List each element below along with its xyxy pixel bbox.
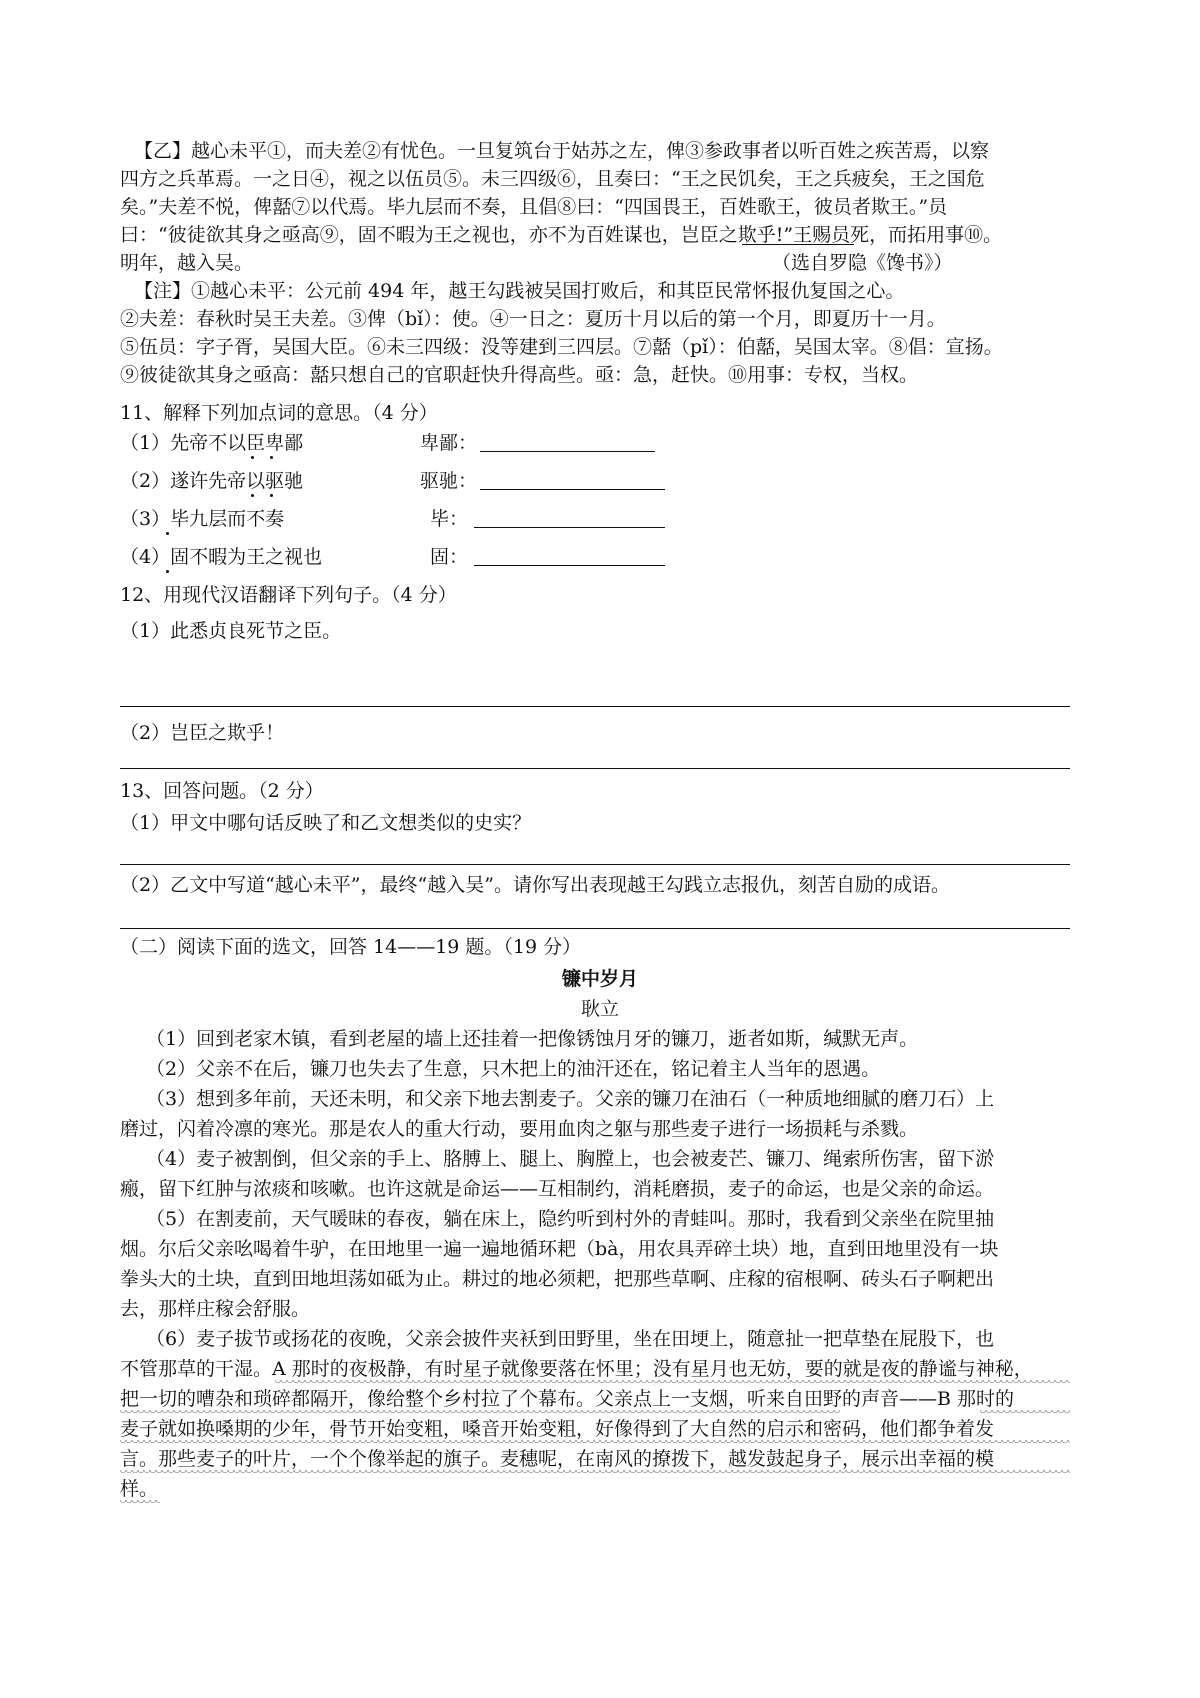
- q11-sentence: （4）固不暇为王之视也: [120, 546, 323, 568]
- essay-line: 去，那样庄稼会舒服。: [120, 1298, 311, 1320]
- passage-source: （选自罗隐《馋书》）: [772, 252, 953, 274]
- question-13-stem: 13、回答问题。（2 分）: [120, 780, 324, 802]
- answer-blank[interactable]: [474, 527, 665, 528]
- answer-blank[interactable]: [474, 565, 665, 566]
- q13-item: （1）甲文中哪句话反映了和乙文想类似的史实？: [120, 812, 532, 834]
- emphasis-dot: [270, 494, 273, 497]
- essay-line: 样。: [120, 1478, 159, 1500]
- q11-sentence: （1）先帝不以臣卑鄙: [120, 432, 304, 454]
- essay-line: 把一切的嘈杂和琐碎都隔开，像给整个乡村拉了个幕布。父亲点上一支烟，听来自田野的声音——B 那时的: [120, 1388, 1015, 1410]
- essay-line: （4）麦子被割倒，但父亲的手上、胳膊上、腿上、胸膛上，也会被麦芒、镰刀、绳索所伤害，留下淤: [146, 1148, 995, 1170]
- q13-item: （2）乙文中写道“越心未平”，最终“越入吴”。请你写出表现越王勾践立志报仇，刻苦自励的成语。: [120, 874, 950, 896]
- answer-line[interactable]: [120, 928, 1070, 929]
- section-2-heading: （二）阅读下面的选文，回答 14——19 题。（19 分）: [120, 936, 582, 958]
- q11-word-label: 固：: [430, 546, 469, 568]
- essay-line: 瘢，留下红肿与浓痰和咳嗽。也许这就是命运——互相制约，消耗磨损，麦子的命运，也是父亲的命运。: [120, 1178, 995, 1200]
- essay-author: 耿立: [580, 998, 619, 1020]
- passage-yi-line: 曰：“彼徒欲其身之亟高⑨，固不暇为王之视也，亦不为百姓谋也，岂臣之欺乎!”王赐员死，而拓用事⑩。: [120, 224, 1003, 246]
- essay-line: 麦子就如换嗓期的少年，骨节开始变粗，嗓音开始变粗，好像得到了大自然的启示和密码，他们都争着发: [120, 1418, 995, 1440]
- q11-sentence: （3）毕九层而不奏: [120, 508, 285, 530]
- emphasis-dot: [166, 532, 169, 535]
- note-line: ②夫差：春秋时吴王夫差。③俾（bǐ）：使。④一日之：夏历十月以后的第一个月，即夏历十一月。: [120, 308, 946, 330]
- q12-item: （2）岂臣之欺乎！: [120, 722, 285, 744]
- wavy-underline: [275, 1380, 1070, 1386]
- passage-yi-line: 矣。”夫差不悦，俾嚭⑦以代焉。毕九层而不奏，且倡⑧曰：“四国畏王，百姓歌王，彼员者欺王。”员: [120, 196, 948, 218]
- emphasis-dot: [270, 456, 273, 459]
- q12-item: （1）此悉贞良死节之臣。: [120, 620, 342, 642]
- wavy-underline: [980, 1410, 1070, 1416]
- wavy-underline: [120, 1410, 840, 1416]
- passage-yi-line: 【乙】越心未平①，而夫差②有忧色。一旦复筑台于姑苏之左，俾③参政事者以听百姓之疾苦焉，以察: [134, 140, 990, 162]
- note-line: ⑨彼徒欲其身之亟高：嚭只想自己的官职赶快升得高些。亟：急，赶快。⑩用事：专权，当权。: [120, 364, 919, 386]
- essay-line: 烟。尔后父亲吆喝着牛驴，在田地里一遍一遍地循环耙（bà，用农具弄碎土块）地，直到田地里没有一块: [120, 1238, 999, 1260]
- essay-line: （3）想到多年前，天还未明，和父亲下地去割麦子。父亲的镰刀在油石（一种质地细腻的磨刀石）上: [146, 1088, 995, 1110]
- wavy-underline: [120, 1500, 160, 1506]
- q11-word-label: 毕：: [430, 508, 469, 530]
- emphasis-dot: [251, 494, 254, 497]
- essay-line: （5）在割麦前，天气暖昧的春夜，躺在床上，隐约听到村外的青蛙叫。那时，我看到父亲坐在院里抽: [146, 1208, 995, 1230]
- passage-yi-line: 明年，越入吴。: [120, 252, 254, 274]
- essay-title: 镰中岁月: [561, 968, 638, 990]
- essay-line: （6）麦子拔节或扬花的夜晚，父亲会披件夹袄到田野里，坐在田埂上，随意扯一把草垫在屁股下，也: [146, 1328, 995, 1350]
- essay-line: 拳头大的土块，直到田地坦荡如砥为止。耕过的地必须耙，把那些草啊、庄稼的宿根啊、砖头石子啊耙出: [120, 1268, 995, 1290]
- emphasis-dot: [166, 570, 169, 573]
- essay-line: 不管那草的干湿。A 那时的夜极静，有时星子就像要落在怀里；没有星月也无妨，要的就是夜的静谧与神秘，: [120, 1358, 1033, 1380]
- note-line: ⑤伍员：字子胥，吴国大臣。⑥未三四级：没等建到三四层。⑦嚭（pǐ）：伯嚭，吴国太宰。⑧倡：宣扬。: [120, 336, 1003, 358]
- essay-line: （2）父亲不在后，镰刀也失去了生意，只木把上的油汗还在，铭记着主人当年的恩遇。: [146, 1058, 881, 1080]
- essay-line: 言。那些麦子的叶片，一个个像举起的旗子。麦穗呢，在南风的撩拨下，越发鼓起身子，展示出幸福的模: [120, 1448, 995, 1470]
- answer-line[interactable]: [120, 768, 1070, 769]
- answer-line[interactable]: [120, 864, 1070, 865]
- answer-blank[interactable]: [480, 451, 655, 452]
- emphasis-dot: [251, 456, 254, 459]
- passage-yi-line: 四方之兵革焉。一之日④，视之以伍员⑤。未三四级⑥，且奏曰：“王之民饥矣，王之兵疲矣，王之国危: [120, 168, 985, 190]
- answer-line[interactable]: [120, 706, 1070, 707]
- essay-line: （1）回到老家木镇，看到老屋的墙上还挂着一把像锈蚀月牙的镰刀，逝者如斯，缄默无声。: [146, 1028, 919, 1050]
- q11-word-label: 驱驰：: [420, 470, 478, 492]
- note-line: 【注】①越心未平：公元前 494 年，越王勾践被吴国打败后，和其臣民常怀报仇复国之心。: [134, 280, 905, 302]
- underline-mark: [742, 244, 854, 245]
- question-12-stem: 12、用现代汉语翻译下列句子。（4 分）: [120, 584, 457, 606]
- question-11-stem: 11、解释下列加点词的意思。（4 分）: [120, 402, 438, 424]
- essay-line: 磨过，闪着冷凛的寒光。那是农人的重大行动，要用血肉之躯与那些麦子进行一场损耗与杀戮。: [120, 1118, 919, 1140]
- q11-sentence: （2）遂许先帝以驱驰: [120, 470, 304, 492]
- q11-word-label: 卑鄙：: [420, 432, 478, 454]
- answer-blank[interactable]: [480, 489, 665, 490]
- wavy-underline: [120, 1470, 1070, 1476]
- wavy-underline: [120, 1440, 1070, 1446]
